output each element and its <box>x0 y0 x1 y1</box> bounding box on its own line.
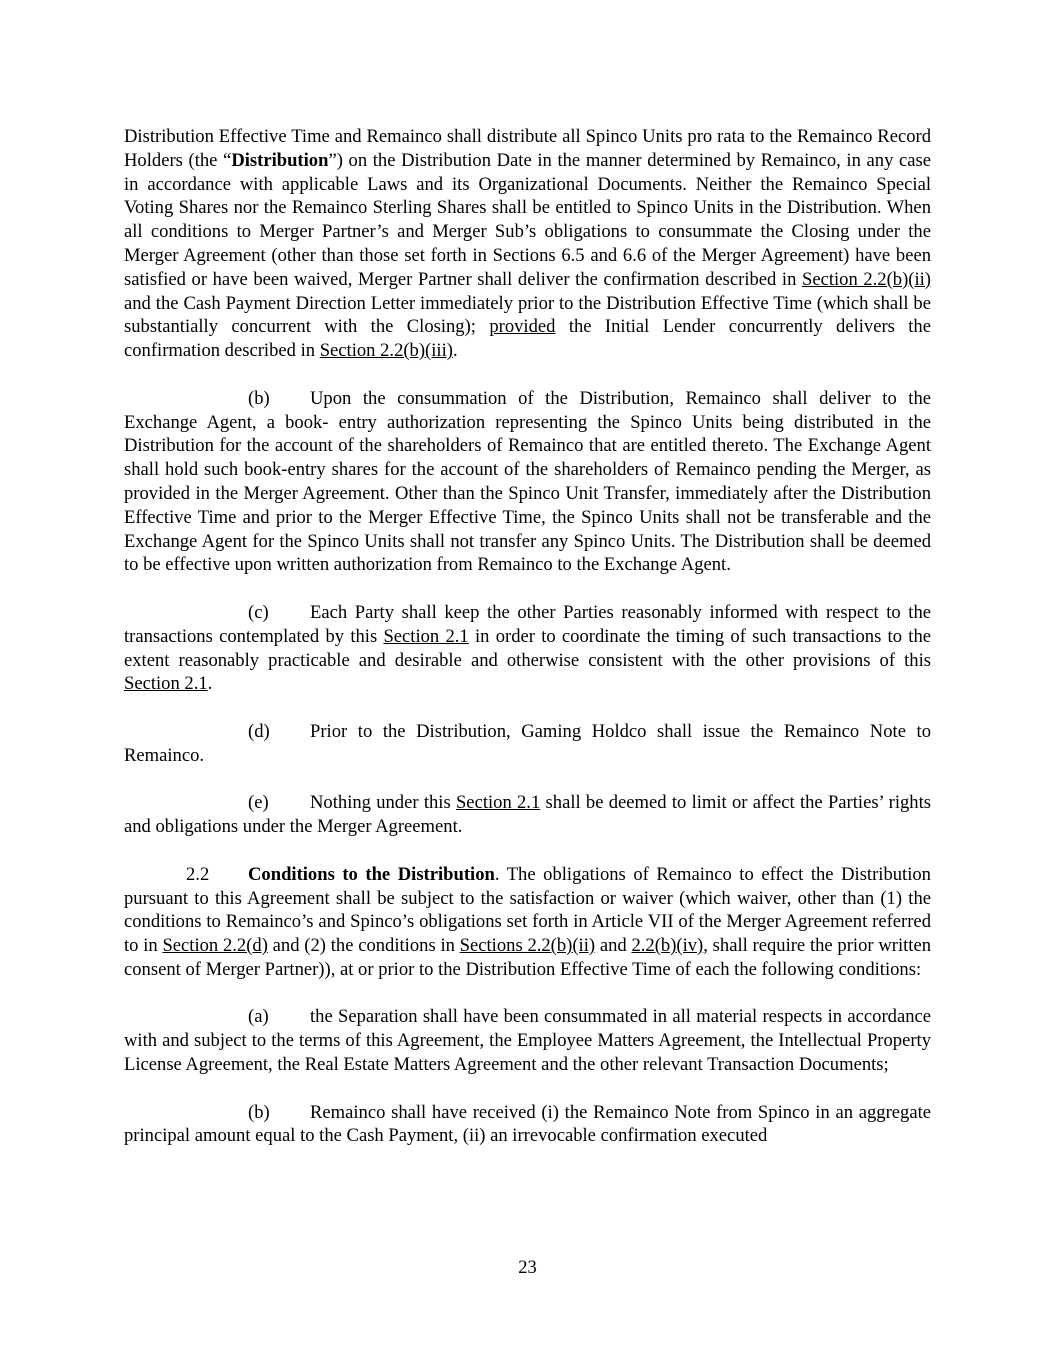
clause-marker: (b) <box>248 1101 270 1123</box>
text: Each Party shall keep the other Parties reasonably informed with respect to the transactions contemplated by this <box>124 601 931 647</box>
condition-a <box>124 1005 931 1076</box>
document-page <box>124 125 931 1172</box>
clause-marker: (e) <box>248 792 269 814</box>
page-number: 23 <box>518 1257 537 1278</box>
text: shall be deemed to limit or affect the Parties’ rights and obligations under the Merger Agreement. <box>124 792 931 838</box>
text: the Initial Lender concurrently delivers the confirmation described in <box>124 316 931 362</box>
paragraph-b <box>124 387 931 577</box>
paragraph-e <box>124 791 931 839</box>
text: . <box>452 340 458 362</box>
defined-term-distribution: Distribution <box>231 149 329 171</box>
cross-reference: 2.2(b)(iv) <box>631 935 704 957</box>
paragraph-distribution-continued <box>124 125 931 363</box>
clause-marker: (b) <box>248 387 270 409</box>
text: Nothing under this <box>310 792 456 814</box>
text: . <box>207 673 213 695</box>
cross-reference: Section 2.2(b)(iii) <box>319 340 453 362</box>
text: , shall require the prior written consent of Merger Partner)), at or prior to the Distribution Effective Time of each the following conditions: <box>124 935 931 980</box>
paragraph-d <box>124 720 931 768</box>
cross-reference: Section 2.2(b)(ii) <box>802 268 932 290</box>
cross-reference: Sections 2.2(b)(ii) <box>459 935 596 957</box>
clause-marker: (a) <box>248 1006 269 1028</box>
provided-term: provided <box>489 316 556 338</box>
section-2-2 <box>124 863 931 982</box>
section-number: 2.2 <box>186 863 210 885</box>
clause-marker: (c) <box>248 601 269 623</box>
text: Prior to the Distribution, Gaming Holdco shall issue the Remainco Note to Remainco. <box>124 720 931 766</box>
paragraph-c <box>124 601 931 696</box>
section-heading: Conditions to the Distribution <box>248 863 495 885</box>
text: Remainco shall have received (i) the Remainco Note from Spinco in an aggregate principal amount equal to the Cash Payment, (ii) an irrevocable confirmation executed <box>124 1101 931 1147</box>
text: ”) on the Distribution Date in the manner determined by Remainco, in any case in accordance with applicable Laws and its Organizational Documents. Neither the Remainco Special Voting Shares nor the Remainco Sterling Shares shall be entitled to Spinco Units in the Distribution. When all conditions to Merger Partner’s and Merger Sub’s obligations to consummate the Closing under the Merger Agreement (other than those set forth in Sections 6.5 and 6.6 of the Merger Agreement) have been satisfied or have been waived, Merger Partner shall deliver the confirmation described in <box>124 149 931 290</box>
text: and <box>595 935 632 957</box>
text: in order to coordinate the timing of such transactions to the extent reasonably practicable and desirable and otherwise consistent with the other provisions of this <box>124 625 931 671</box>
text: and (2) the conditions in <box>267 935 460 957</box>
cross-reference: Section 2.1 <box>124 673 208 695</box>
text: Upon the consummation of the Distribution, Remainco shall deliver to the Exchange Agent, a book- entry authorization representing the Spinco Units being distributed in the Distribution for the account of the shareholders of Remainco that are entitled thereto. The Exchange Agent shall hold such book-entry shares for the account of the shareholders of Remainco pending the Merger, as provided in the Merger Agreement. Other than the Spinco Unit Transfer, immediately after the Distribution Effective Time and prior to the Merger Effective Time, the Spinco Units shall not be transferable and the Exchange Agent for the Spinco Units shall not transfer any Spinco Units. The Distribution shall be deemed to be effective upon written authorization from Remainco to the Exchange Agent. <box>124 387 931 576</box>
text: and the Cash Payment Direction Letter immediately prior to the Distribution Effective Time (which shall be substantially concurrent with the Closing); <box>124 292 931 338</box>
text: . The obligations of Remainco to effect the Distribution pursuant to this Agreement shall be subject to the satisfaction or waiver (which waiver, other than (1) the conditions to Remainco’s and Spinco’s obligations set forth in Article VII of the Merger Agreement referred to in <box>124 863 931 957</box>
clause-marker: (d) <box>248 720 270 742</box>
condition-b <box>124 1101 931 1149</box>
text: the Separation shall have been consummated in all material respects in accordance with and subject to the terms of this Agreement, the Employee Matters Agreement, the Intellectual Property License Agreement, the Real Estate Matters Agreement and the other relevant Transaction Documents; <box>124 1006 931 1076</box>
text: Distribution Effective Time and Remainco shall distribute all Spinco Units pro rata to the Remainco Record Holders (the “ <box>124 126 931 171</box>
cross-reference: Section 2.1 <box>455 792 541 814</box>
cross-reference: Section 2.2(d) <box>162 935 268 957</box>
cross-reference: Section 2.1 <box>383 625 469 647</box>
